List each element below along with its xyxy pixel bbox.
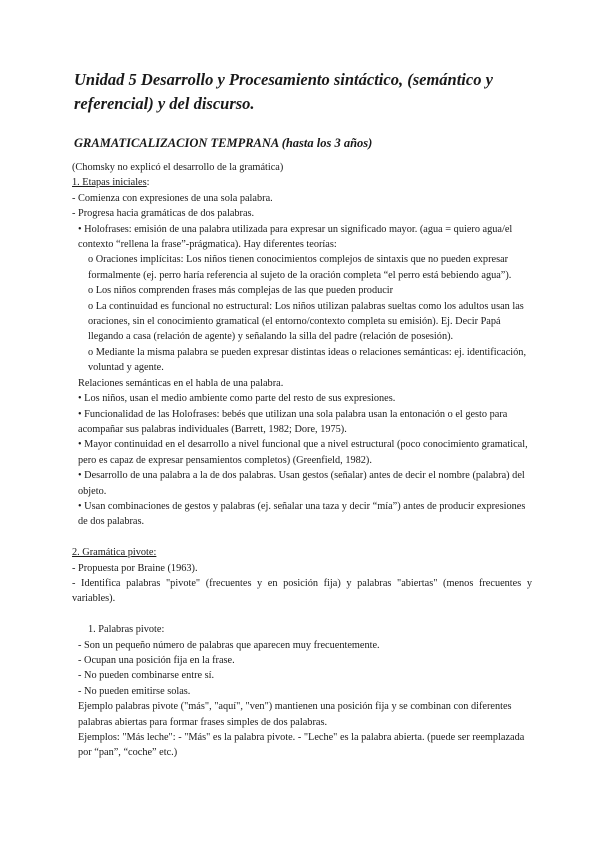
section-1-heading-text: 1. Etapas iniciales [72,177,147,189]
bullet-item: • Los niños, usan el medio ambiente como parte del resto de sus expresiones. [78,393,396,405]
section-1-heading-suffix: : [146,177,150,189]
subheading-palabras-pivote: 1. Palabras pivote: [88,624,165,636]
section-1-heading [72,175,532,190]
list-item: - Identifica palabras "pivote" (frecuentes y en posición fija) y palabras "abiertas" (menos frecuentes y variables). [72,577,532,605]
theory-item: o Mediante la misma palabra se pueden expresar distintas ideas o relaciones semánticas: ej. identificación, voluntad y agente. [88,346,527,374]
theory-item: o La continuidad es funcional no estructural: Los niños utilizan palabras sueltas como los adultos usan las oraciones, sin el conocimiento gramatical (el entorno/contexto completa su emisión). Ej. Decir Papá llegando a casa (relación de agente) y señalando la silla del padre (relación de posesión). [88,300,524,343]
bullet-item: • Usan combinaciones de gestos y palabras (ej. señalar una taza y decir “mía”) antes de producir expresiones de dos palabras. [78,500,526,528]
bullet-item: • Mayor continuidad en el desarrollo a nivel funcional que a nivel estructural (poco conocimiento gramatical, pero es capaz de expresar pensamientos completos) (Greenfield, 1982). [78,439,528,466]
spacer [72,607,532,622]
relaciones-line: Relaciones semánticas en el habla de una palabra. [78,377,284,389]
list-item: - Son un pequeño número de palabras que aparecen muy frecuentemente. [78,639,380,651]
list-item: - Progresa hacia gramáticas de dos palabras. [72,208,255,220]
list-item: - Comienza con expresiones de una sola palabra. [72,192,273,204]
list-item: - No pueden combinarse entre sí. [78,670,215,682]
theory-item: o Los niños comprenden frases más complejas de las que pueden producir [88,285,394,297]
list-item: - Ocupan una posición fija en la frase. [78,654,235,666]
holofrases-item: • Holofrases: emisión de una palabra utilizada para expresar un significado mayor. (agua = quiero agua/el contexto “rellena la frase”-prágmatica). Hay diferentes teorías: [78,223,513,251]
document-title: Unidad 5 Desarrollo y Procesamiento sintáctico, (semántico y referencial) y del discurso. [74,70,493,113]
bullet-item: • Funcionalidad de las Holofrases: bebés que utilizan una sola palabra usan la entonación o el gesto para acompañar sus palabras individuales (Barrett, 1982; Dore, 1975). [78,408,508,435]
section-2-heading: 2. Gramática pivote: [72,547,157,559]
bullet-item: • Desarrollo de una palabra a la de dos palabras. Usan gestos (señalar) antes de decir el nombre (palabra) del objeto. [78,470,525,497]
document-body [72,160,532,761]
spacer [72,530,532,545]
list-item: - No pueden emitirse solas. [78,685,191,697]
chomsky-note: (Chomsky no explicó el desarrollo de la gramática) [72,162,284,173]
example-paragraph: Ejemplo palabras pivote ("más", "aquí", "ven") mantienen una posición fija y se combinan con diferentes palabras abiertas para formar frases simples de dos palabras. [78,701,512,728]
section-subtitle: GRAMATICALIZACION TEMPRANA (hasta los 3 años) [74,136,373,150]
list-item: - Propuesta por Braine (1963). [72,562,198,574]
theory-item: o Oraciones implícitas: Los niños tienen conocimientos complejos de sintaxis que no pueden expresar formalmente (ej. perro haría referencia al sujeto de la oración completa “el perro está bebiendo agua”). [88,254,512,281]
example-paragraph: Ejemplos: "Más leche": - "Más" es la palabra pivote. - "Leche" es la palabra abierta. (puede ser reemplazada por “pan”, “coche” etc.) [78,732,525,759]
